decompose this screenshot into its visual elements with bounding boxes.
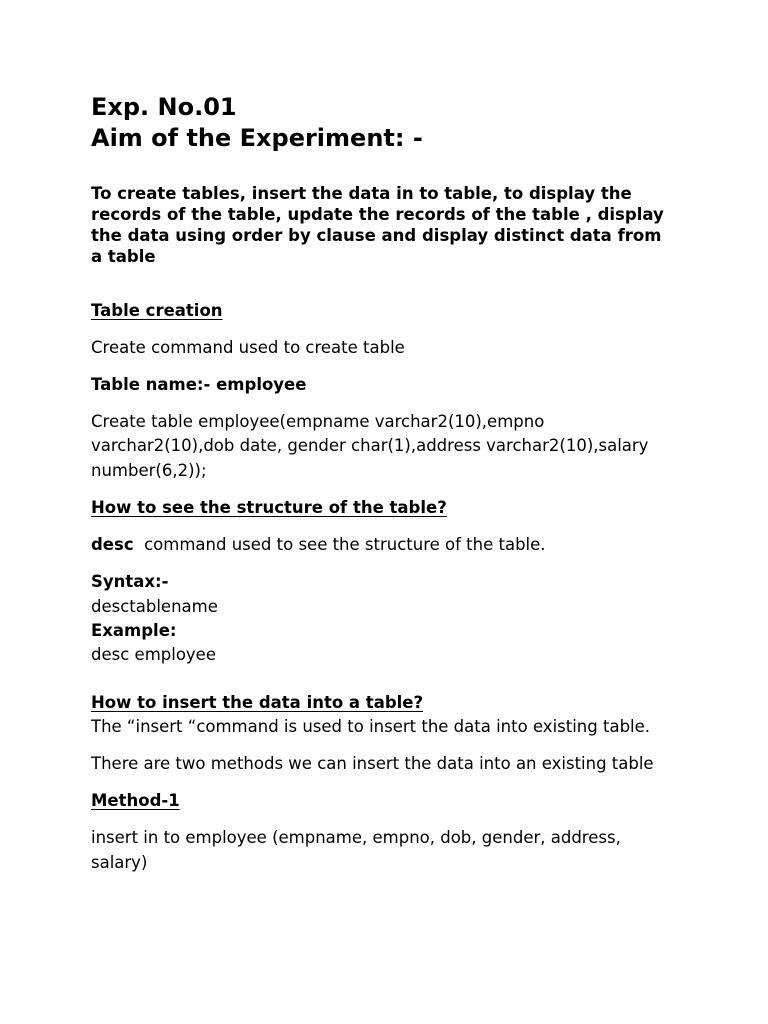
insert-description: The “insert “command is used to insert the data into existing table.	[91, 717, 651, 736]
desc-description: command used to see the structure of the table.	[144, 535, 546, 554]
table-creation-heading: Table creation	[91, 301, 223, 320]
aim-line-1: To create tables, insert the data in to table, to display the	[91, 184, 632, 203]
method-1-heading: Method-1	[91, 791, 180, 810]
table-name-label: Table name:- employee	[91, 375, 307, 394]
example-label: Example:	[91, 621, 177, 640]
structure-heading: How to see the structure of the table?	[91, 498, 447, 517]
aim-line-2: records of the table, update the records of the table , display	[91, 205, 664, 224]
experiment-number: Exp. No.01	[91, 93, 237, 121]
desc-keyword: desc	[91, 535, 134, 554]
aim-title: Aim of the Experiment: -	[91, 124, 423, 152]
desc-command-line	[91, 533, 546, 558]
aim-line-3: the data using order by clause and display distinct data from	[91, 226, 662, 245]
create-statement-line-3: number(6,2));	[91, 461, 207, 480]
syntax-value: desctablename	[91, 597, 218, 616]
syntax-label: Syntax:-	[91, 572, 169, 591]
method-1-line-2: salary)	[91, 853, 148, 872]
insert-heading: How to insert the data into a table?	[91, 693, 424, 712]
insert-methods-intro: There are two methods we can insert the data into an existing table	[91, 754, 654, 773]
create-statement-line-2: varchar2(10),dob date, gender char(1),address varchar2(10),salary	[91, 436, 649, 455]
create-statement-line-1: Create table employee(empname varchar2(10),empno	[91, 412, 545, 431]
create-command-intro: Create command used to create table	[91, 338, 405, 357]
example-value: desc employee	[91, 645, 216, 664]
aim-line-4: a table	[91, 247, 156, 266]
method-1-line-1: insert in to employee (empname, empno, dob, gender, address,	[91, 828, 621, 847]
